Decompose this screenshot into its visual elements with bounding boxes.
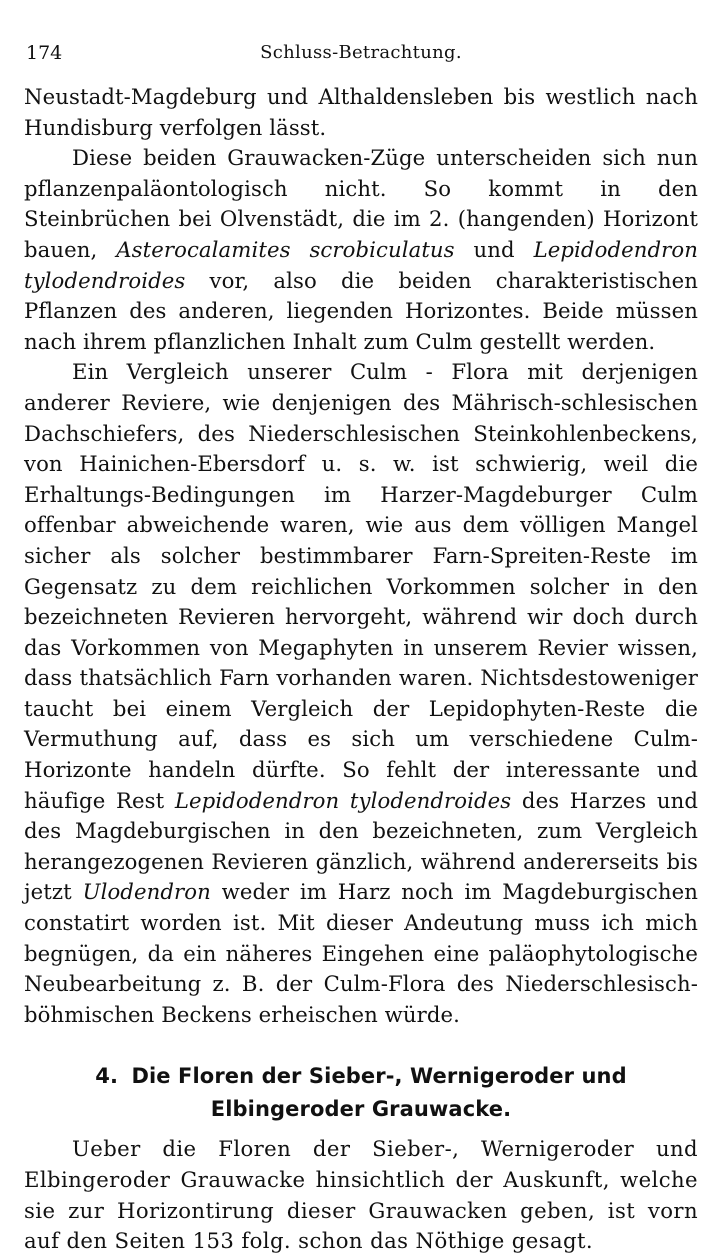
section-heading xyxy=(24,1060,698,1126)
paragraph-3-text-c: weder im Harz noch im Magdeburgischen constatirt worden ist. Mit dieser Andeutung muss ich mich begnügen, da ein näheres Eingehen eine paläophytologische Neubearbeitung z. B. der Culm-Flora des Niederschlesisch-böhmischen Beckens erheischen würde. xyxy=(24,879,698,1027)
paragraph-3 xyxy=(24,357,698,1030)
paragraph-3-text-a: Ein Vergleich unserer Culm - Flora mit derjenigen anderer Reviere, wie denjenigen des Mährisch-schlesischen Dachschiefers, des Niederschlesischen Steinkohlenbeckens, von Hainichen-Ebersdorf u. s. w. ist schwierig, weil die Erhaltungs-Bedingungen im Harzer-Magdeburger Culm offenbar abweichende waren, wie aus dem völligen Mangel sicher als solcher bestimmbarer Farn-Spreiten-Reste im Gegensatz zu dem reichlichen Vorkommen solcher in den bezeichneten Revieren hervorgeht, während wir doch durch das Vorkommen von Megaphyten in unserem Revier wissen, dass thatsächlich Farn vorhanden waren. Nichtsdestoweniger taucht bei einem Vergleich der Lepidophyten-Reste die Vermuthung auf, dass es sich um verschiedene Culm-Horizonte handeln dürfte. So fehlt der interessante und häufige Rest xyxy=(24,359,698,813)
body-text xyxy=(24,82,698,1257)
running-head: Schluss-Betrachtung. xyxy=(260,42,462,63)
page-header xyxy=(24,38,698,68)
paragraph-3-text-b: des Harzes und des Magdeburgischen in den bezeichneten, zum Vergleich herangezogenen Revieren gänzlich, während andererseits bis jetzt xyxy=(24,787,698,905)
section-paragraph: Ueber die Floren der Sieber-, Wernigeroder und Elbingeroder Grauwacke hinsichtlich der Auskunft, welche sie zur Horizontirung dieser Grauwacken geben, ist vorn auf den Seiten 153 folg. schon das Nöthige gesagt. xyxy=(24,1136,698,1254)
genus-name-ulodendron: Ulodendron xyxy=(82,879,211,905)
paragraph-2-text-c: vor, also die beiden charakteristischen Pflanzen des anderen, liegenden Horizontes. Beide müssen nach ihrem pflanzlichen Inhalt zum Culm gestellt werden. xyxy=(24,267,698,354)
section-title: Die Floren der Sieber-, Wernigeroder und Elbingeroder Grauwacke. xyxy=(131,1064,627,1122)
page-number: 174 xyxy=(26,42,63,64)
paragraph-2-text-b: und xyxy=(454,236,534,262)
species-name-asterocalamites: Asterocalamites scrobiculatus xyxy=(116,236,455,262)
species-name-lepidodendron-2: Lepidodendron tylodendroides xyxy=(174,787,512,813)
section-number: 4. xyxy=(95,1064,119,1089)
paragraph-2-text-a: Diese beiden Grauwacken-Züge unterscheiden sich nun pflanzenpaläontologisch nicht. So kommt in den Steinbrüchen bei Olvenstädt, die im 2. (hangenden) Horizont bauen, xyxy=(24,145,698,262)
species-name-lepidodendron: Lepidodendron tylodendroides xyxy=(24,236,698,293)
paragraph-1: Neustadt-Magdeburg und Althaldensleben bis westlich nach Hundisburg verfolgen lässt. xyxy=(24,84,698,140)
paragraph-2 xyxy=(24,143,698,357)
